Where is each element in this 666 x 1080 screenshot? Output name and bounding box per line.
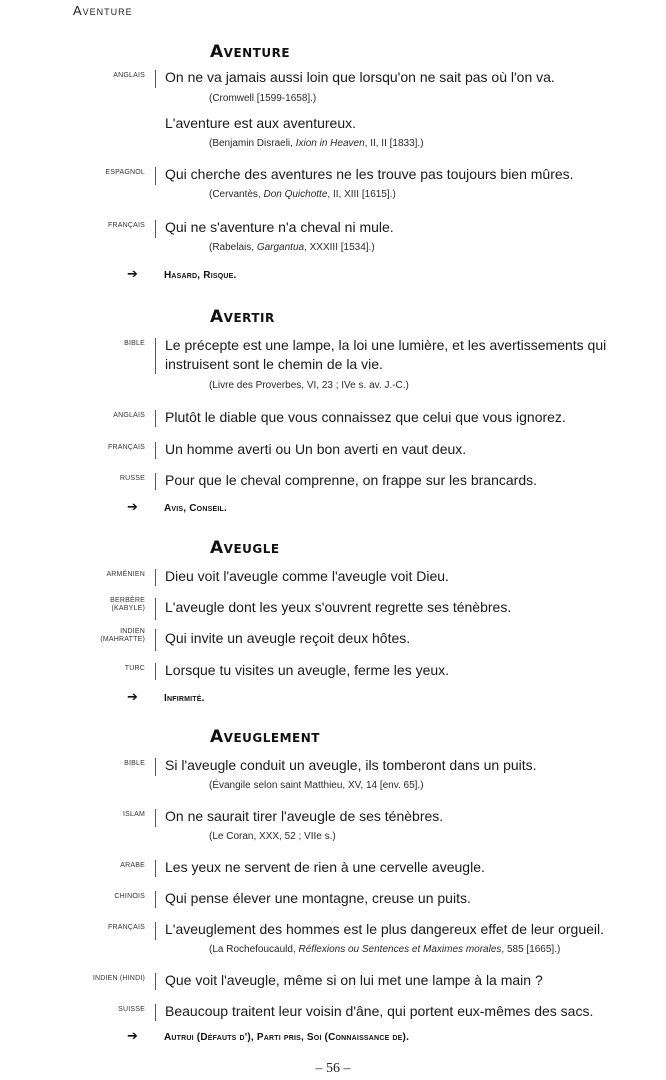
entry-rule [155, 922, 156, 940]
quote-text: Un homme averti ou Un bon averti en vaut deux. [165, 441, 467, 457]
cross-reference[interactable]: Avis, Conseil. [164, 503, 227, 514]
language-label: CHINOIS [114, 893, 145, 900]
arrow-right-icon: ➔ [127, 689, 138, 704]
language-label: BIBLE [124, 340, 145, 347]
section-title-avertir: Avertir [210, 307, 275, 327]
entry-rule [155, 220, 156, 238]
section-title-aveuglement: Aveuglement [210, 727, 320, 747]
quote-source: (Rabelais, Gargantua, XXXIII [1534].) [209, 242, 375, 253]
entry-rule [155, 891, 156, 908]
section-title-aventure: Aventure [210, 42, 291, 62]
cross-reference[interactable]: Hasard, Risque. [164, 270, 237, 281]
quote-text: L'aveuglement des hommes est le plus dangereux effet de leur orgueil. [165, 921, 605, 937]
entry-rule [155, 663, 156, 680]
language-label: FRANÇAIS [108, 222, 145, 229]
quote-source: (La Rochefoucauld, Réflexions ou Sentences et Maximes morales, 585 [1665].) [209, 944, 561, 955]
language-label: BERBÈRE (KABYLE) [110, 597, 145, 612]
entry-rule [155, 598, 156, 620]
cross-reference[interactable]: Autrui (Défauts d'), Parti pris, Soi (Connaissance de). [164, 1032, 410, 1043]
quote-source: (Cromwell [1599-1658].) [209, 93, 317, 104]
arrow-right-icon: ➔ [127, 1028, 138, 1043]
see-also-aveugle [127, 689, 205, 705]
language-label: ISLAM [122, 811, 145, 818]
entry-rule [155, 70, 156, 88]
quote-text: On ne va jamais aussi loin que lorsqu'on ne sait pas où l'on va. [165, 69, 555, 85]
see-also-avertir [127, 499, 227, 515]
quote-text: Lorsque tu visites un aveugle, ferme les yeux. [165, 662, 450, 678]
quote-text: Plutôt le diable que vous connaissez que celui que vous ignorez. [165, 409, 566, 425]
quote-source: (Livre des Proverbes, VI, 23 ; IVe s. av. J.-C.) [209, 380, 409, 391]
entry-rule [155, 809, 156, 827]
quote-text: Pour que le cheval comprenne, on frappe sur les brancards. [165, 472, 537, 488]
quote-text: Les yeux ne servent de rien à une cervelle aveugle. [165, 859, 485, 875]
quote-text: Dieu voit l'aveugle comme l'aveugle voit Dieu. [165, 568, 449, 584]
language-label: SUISSE [118, 1006, 145, 1013]
language-label: TURC [124, 665, 145, 672]
entry-rule [155, 473, 156, 490]
quote-text: Le précepte est une lampe, la loi une lumière, et les avertissements qui instruisent sont le chemin de la vie. [165, 337, 607, 372]
entry-rule [155, 338, 156, 374]
entry-rule [155, 442, 156, 459]
quote-source: (Benjamin Disraeli, Ixion in Heaven, II, II [1833].) [209, 138, 424, 149]
arrow-right-icon: ➔ [127, 266, 138, 281]
cross-reference[interactable]: Infirmité. [164, 693, 205, 704]
quote-text: Que voit l'aveugle, même si on lui met une lampe à la main ? [165, 972, 543, 988]
entry-rule [155, 758, 156, 776]
language-label: FRANÇAIS [108, 924, 145, 931]
entry-rule [155, 1004, 156, 1021]
quote-text: L'aventure est aux aventureux. [165, 115, 357, 131]
language-label: FRANÇAIS [108, 444, 145, 451]
entry-rule [155, 860, 156, 877]
language-label: BIBLE [124, 760, 145, 767]
section-title-aveugle: Aveugle [210, 538, 280, 558]
see-also-aventure [127, 266, 236, 282]
language-label: ANGLAIS [113, 412, 145, 419]
quote-text: Si l'aveugle conduit un aveugle, ils tomberont dans un puits. [165, 757, 537, 773]
language-label: ARMÉNIEN [106, 571, 145, 578]
quote-text: L'aveugle dont les yeux s'ouvrent regrette ses ténèbres. [165, 599, 512, 615]
language-label: ESPAGNOL [105, 169, 145, 176]
quote-source: (Cervantès, Don Quichotte, II, XIII [1615].) [209, 189, 396, 200]
quote-source: (Évangile selon saint Matthieu, XV, 14 [env. 65].) [209, 780, 424, 791]
entry-rule [155, 410, 156, 427]
page-number: – 56 – [315, 1061, 351, 1076]
language-label: ARABE [120, 862, 145, 869]
quote-text: Beaucoup traitent leur voisin d'âne, qui portent eux-mêmes des sacs. [165, 1003, 594, 1019]
language-label: INDIEN (HINDI) [92, 975, 145, 982]
entry-rule [155, 629, 156, 651]
language-label: ANGLAIS [113, 72, 145, 79]
running-head: Aventure [73, 3, 133, 18]
language-label: RUSSE [119, 475, 145, 482]
see-also-aveuglement [127, 1028, 409, 1044]
quote-text: On ne saurait tirer l'aveugle de ses ténèbres. [165, 808, 444, 824]
quote-source: (Le Coran, XXX, 52 ; VIIe s.) [209, 831, 336, 842]
quote-text: Qui cherche des aventures ne les trouve pas toujours bien mûres. [165, 166, 574, 182]
language-label: INDIEN (MAHRATTE) [100, 628, 145, 643]
quote-text: Qui invite un aveugle reçoit deux hôtes. [165, 630, 411, 646]
quote-text: Qui pense élever une montagne, creuse un puits. [165, 890, 471, 906]
entry-rule [155, 167, 156, 185]
quote-text: Qui ne s'aventure n'a cheval ni mule. [165, 219, 394, 235]
arrow-right-icon: ➔ [127, 499, 138, 514]
entry-rule [155, 973, 156, 990]
entry-rule [155, 569, 156, 586]
